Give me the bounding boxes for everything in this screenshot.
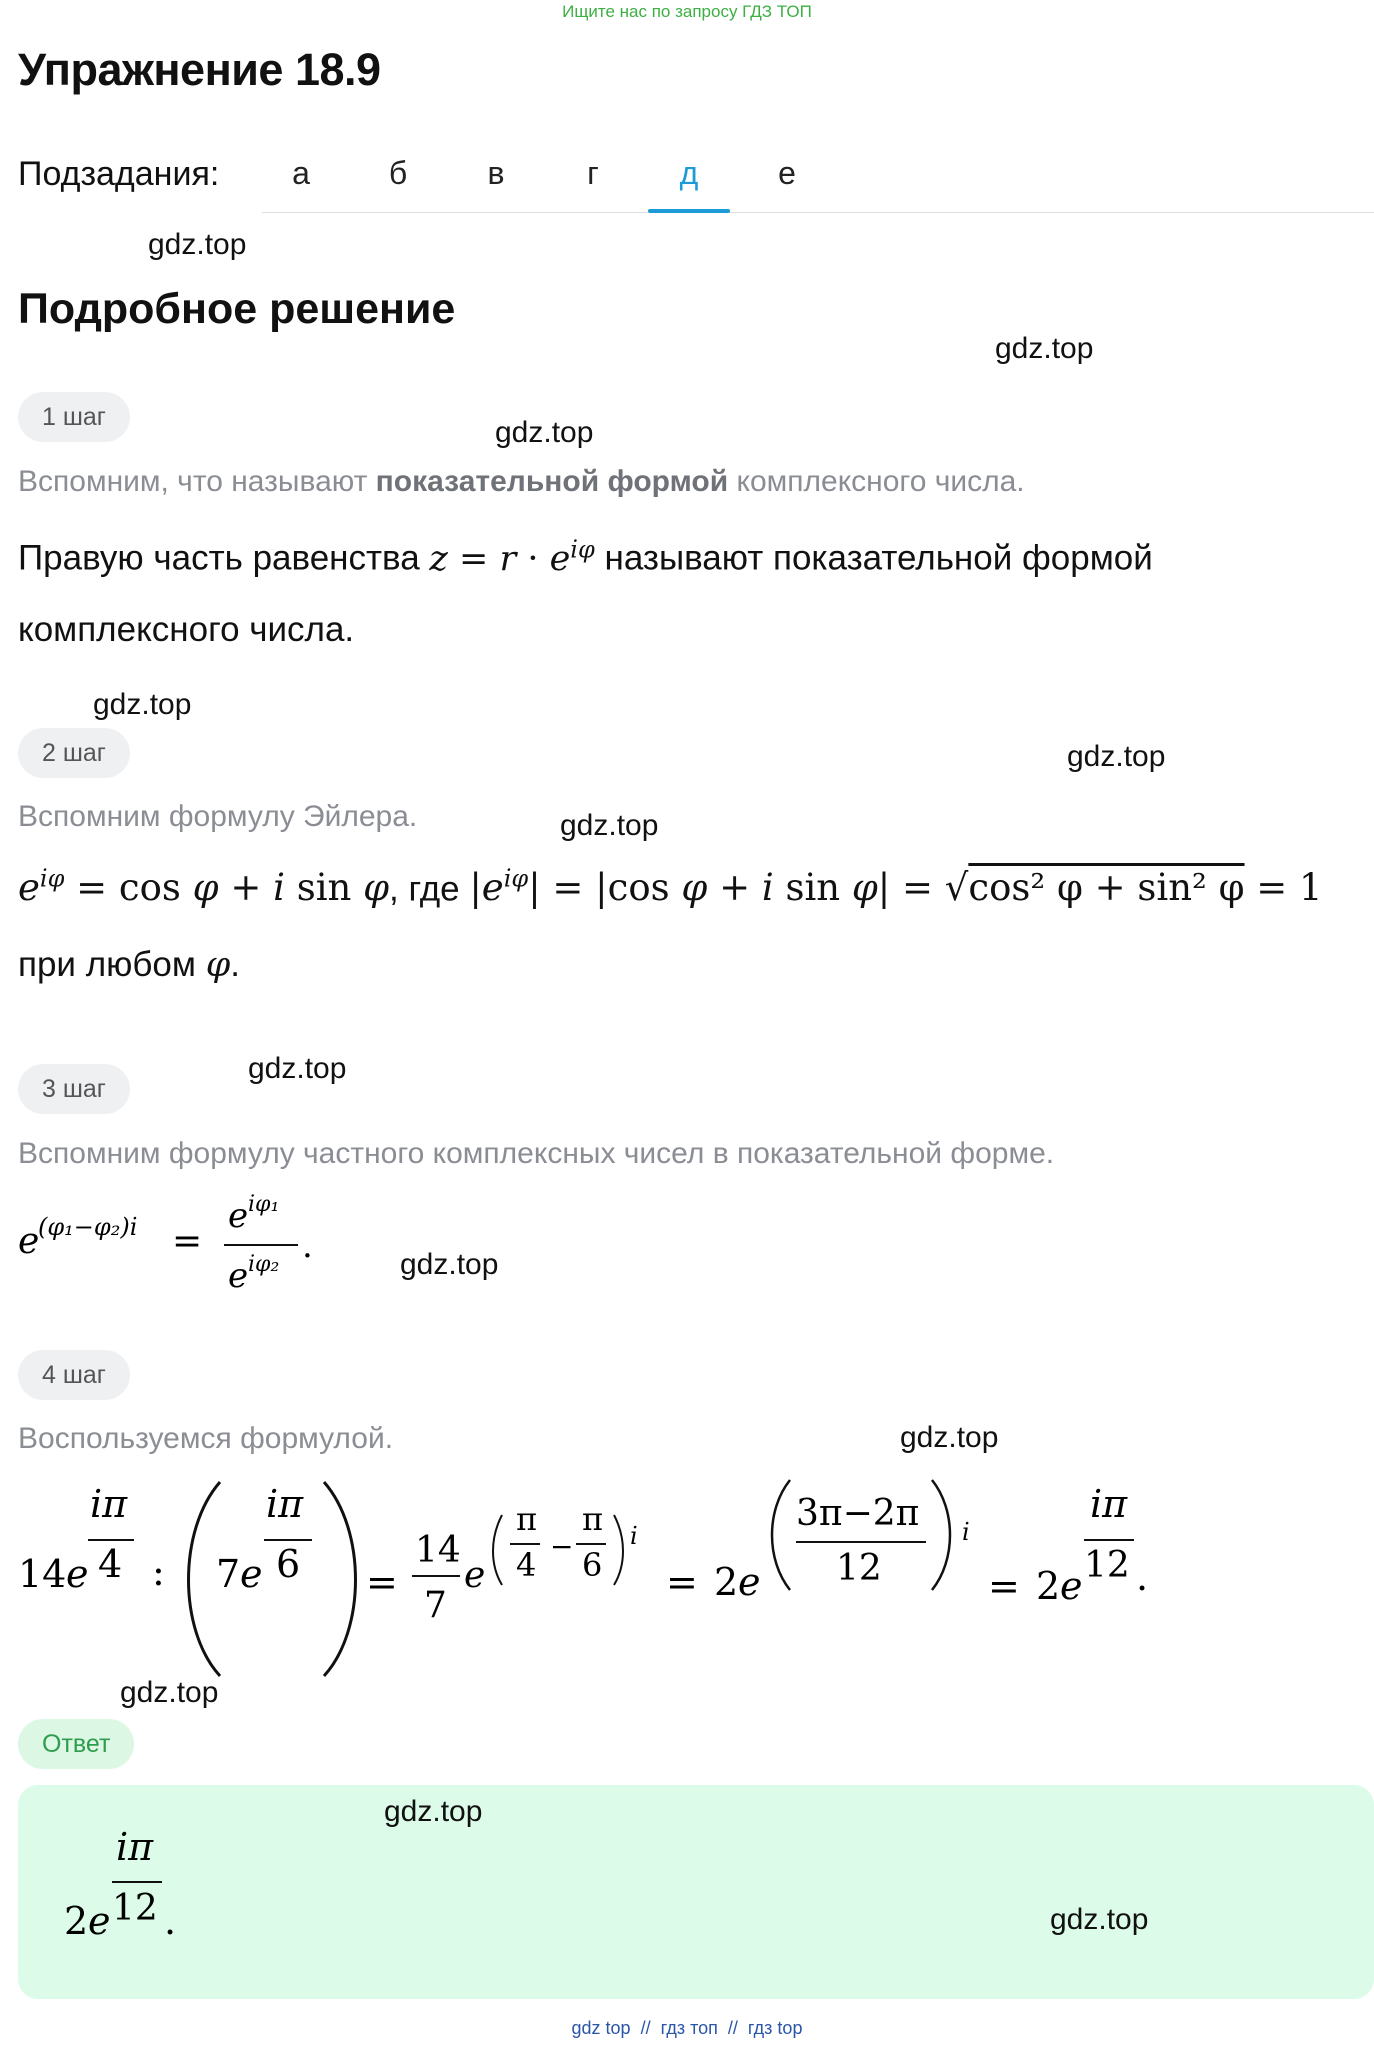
quotient-formula — [14, 1185, 344, 1305]
footer-link[interactable]: гдз top — [747, 2018, 803, 2038]
step-2-text-line2: при любом φ. — [18, 945, 240, 985]
calculation-formula — [10, 1460, 1210, 1685]
svg-text:π: π — [582, 1500, 604, 1538]
watermark: gdz.top — [93, 688, 192, 721]
watermark: gdz.top — [384, 1795, 483, 1828]
euler-formula: $e^{i\varphi} = \cos \varphi + i$ sin φ, где $|e^{i\varphi}| = |\cos$ φ + i sin φ| = √cos² φ + sin² φ = 1 — [18, 865, 1323, 910]
svg-text:12: 12 — [836, 1548, 882, 1589]
tab-b[interactable]: б — [388, 155, 408, 191]
svg-text:−: − — [550, 1530, 574, 1563]
step-3-hint: Вспомним формулу частного комплексных чисел в показательной форме. — [18, 1137, 1055, 1170]
tab-g[interactable]: г — [587, 155, 599, 191]
step-4-badge: 4 шаг — [18, 1350, 130, 1400]
watermark: gdz.top — [495, 416, 594, 449]
svg-text:.: . — [302, 1226, 313, 1266]
svg-text:=: = — [172, 1221, 203, 1262]
svg-text::: : — [152, 1550, 165, 1594]
svg-text:e: e — [66, 1552, 89, 1596]
svg-text:4: 4 — [98, 1542, 123, 1586]
svg-text:e: e — [228, 1196, 249, 1236]
page-title: Упражнение 18.9 — [18, 44, 381, 95]
tab-d[interactable]: д — [679, 155, 699, 191]
step-2-badge: 2 шаг — [18, 728, 130, 778]
svg-text:e: e — [738, 1560, 761, 1604]
svg-text:6: 6 — [276, 1542, 301, 1586]
watermark: gdz.top — [120, 1676, 219, 1709]
svg-text:7: 7 — [216, 1552, 241, 1596]
watermark: gdz.top — [995, 332, 1094, 365]
svg-text:e: e — [240, 1552, 263, 1596]
watermark: gdz.top — [1050, 1903, 1149, 1936]
svg-text:=: = — [366, 1560, 398, 1604]
watermark: gdz.top — [560, 809, 659, 842]
step-1-text-line2: комплексного числа. — [18, 610, 355, 649]
svg-text:iπ: iπ — [116, 1825, 154, 1869]
svg-text:12: 12 — [112, 1888, 158, 1929]
active-tab-underline — [648, 209, 730, 213]
step-1-badge: 1 шаг — [18, 392, 130, 442]
svg-text:4: 4 — [516, 1546, 537, 1584]
step-3-badge: 3 шаг — [18, 1064, 130, 1114]
watermark: gdz.top — [1067, 740, 1166, 773]
tab-e[interactable]: е — [778, 155, 796, 191]
svg-text:iπ: iπ — [266, 1482, 304, 1526]
svg-text:iφ₂: iφ₂ — [248, 1252, 280, 1277]
watermark: gdz.top — [900, 1421, 999, 1454]
svg-text:iφ₁: iφ₁ — [248, 1192, 280, 1217]
svg-text:2: 2 — [714, 1560, 739, 1604]
step-4-hint: Воспользуемся формулой. — [18, 1422, 394, 1455]
svg-text:i: i — [630, 1522, 638, 1550]
svg-text:e: e — [464, 1555, 486, 1596]
footer-link[interactable]: gdz top — [571, 2018, 631, 2038]
svg-text:π: π — [516, 1500, 538, 1538]
svg-text:12: 12 — [1084, 1545, 1130, 1586]
answer-formula — [40, 1810, 240, 1960]
svg-text:=: = — [666, 1560, 698, 1604]
step-1-hint: Вспомним, что называют показательной формой комплексного числа. — [18, 465, 1025, 498]
svg-text:e: e — [228, 1256, 249, 1296]
svg-text:.: . — [164, 1899, 177, 1943]
subtasks-label: Подзадания: — [18, 155, 220, 193]
svg-text:.: . — [1136, 1555, 1149, 1599]
svg-text:i: i — [962, 1518, 970, 1546]
watermark: gdz.top — [148, 228, 247, 261]
exp-form-formula: $z = r \cdot e^{i\varphi}$ — [429, 535, 595, 579]
footer-link[interactable]: гдз топ — [660, 2018, 718, 2038]
tab-a[interactable]: а — [292, 155, 310, 191]
svg-text:=: = — [988, 1564, 1020, 1608]
tab-v[interactable]: в — [487, 155, 505, 191]
solution-heading: Подробное решение — [18, 285, 456, 333]
svg-text:3π−2π: 3π−2π — [796, 1493, 920, 1534]
svg-text:2: 2 — [1036, 1564, 1061, 1608]
svg-text:e: e — [1060, 1564, 1083, 1608]
answer-badge: Ответ — [18, 1719, 134, 1769]
svg-text:7: 7 — [424, 1585, 447, 1626]
step-2-hint: Вспомним формулу Эйлера. — [18, 800, 418, 833]
svg-text:iπ: iπ — [90, 1482, 128, 1526]
top-banner: Ищите нас по запросу ГДЗ ТОП — [562, 2, 812, 21]
svg-text:14: 14 — [415, 1530, 461, 1571]
step-1-text: Правую часть равенства $z = r \cdot e^{i\varphi}$ называют показательной формой — [18, 535, 1153, 579]
watermark: gdz.top — [248, 1052, 347, 1085]
svg-text:14: 14 — [18, 1552, 67, 1596]
tabs-divider — [262, 212, 1374, 213]
footer-links: gdz top // гдз топ // гдз top — [571, 2018, 803, 2038]
svg-text:6: 6 — [582, 1546, 603, 1584]
watermark: gdz.top — [400, 1248, 499, 1281]
svg-text:e: e — [18, 1221, 40, 1262]
svg-text:2: 2 — [64, 1899, 89, 1943]
svg-text:e: e — [88, 1899, 111, 1943]
svg-text:iπ: iπ — [1090, 1482, 1128, 1526]
svg-text:(φ₁−φ₂)i: (φ₁−φ₂)i — [38, 1213, 138, 1241]
